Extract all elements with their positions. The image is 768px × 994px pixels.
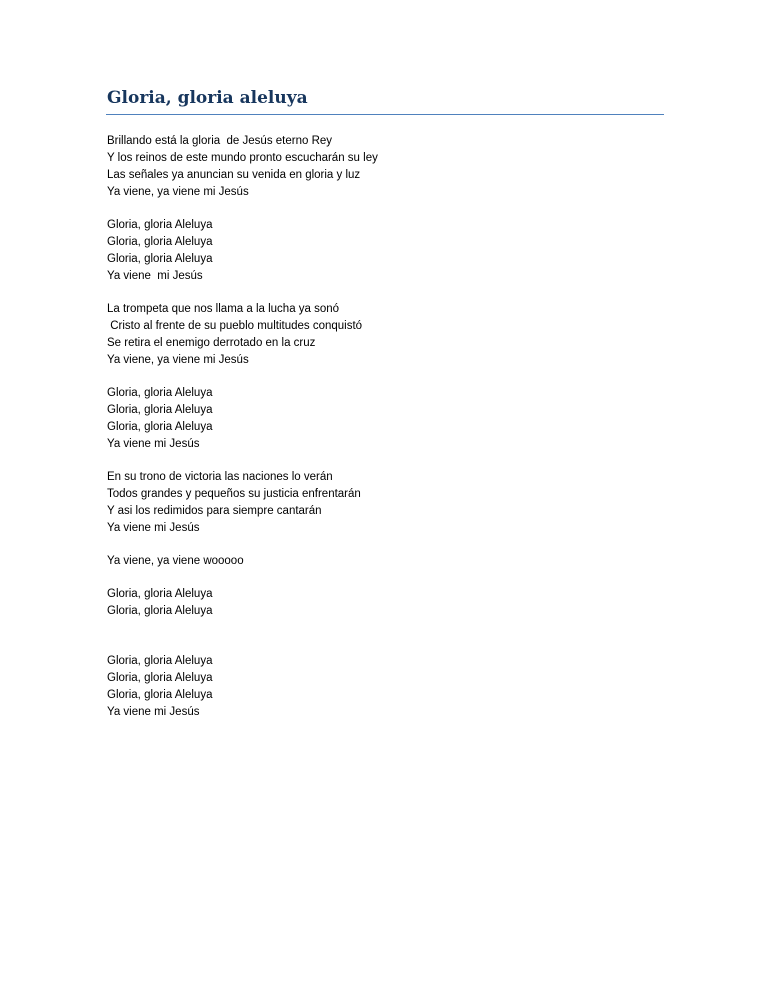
title-underline: [106, 114, 664, 115]
lyric-line: Ya viene, ya viene mi Jesús: [107, 186, 249, 198]
lyric-line: Todos grandes y pequeños su justicia enfrentarán: [107, 488, 361, 500]
lyric-line: Gloria, gloria Aleluya: [107, 387, 213, 399]
stanza-5: [107, 469, 647, 537]
lyric-line: Ya viene, ya viene mi Jesús: [107, 354, 249, 366]
lyric-line: Se retira el enemigo derrotado en la cruz: [107, 337, 316, 349]
stanza-3: [107, 301, 647, 369]
lyric-line: Gloria, gloria Aleluya: [107, 655, 213, 667]
lyric-line: Y los reinos de este mundo pronto escucharán su ley: [107, 152, 378, 164]
stanza-1: [107, 133, 647, 201]
lyric-line: Gloria, gloria Aleluya: [107, 236, 213, 248]
stanza-4: [107, 385, 647, 453]
lyric-line: Gloria, gloria Aleluya: [107, 588, 213, 600]
lyric-line: Brillando está la gloria de Jesús eterno Rey: [107, 135, 333, 147]
lyric-line: Gloria, gloria Aleluya: [107, 219, 213, 231]
lyric-line: Gloria, gloria Aleluya: [107, 404, 213, 416]
lyric-line: Y asi los redimidos para siempre cantarán: [107, 505, 322, 517]
lyric-line: Ya viene, ya viene wooooo: [107, 555, 244, 567]
stanza-2: [107, 217, 647, 285]
stanza-7: [107, 586, 647, 620]
lyric-line: Gloria, gloria Aleluya: [107, 605, 213, 617]
lyric-line: Gloria, gloria Aleluya: [107, 253, 213, 265]
lyric-line: Ya viene mi Jesús: [107, 270, 203, 282]
lyric-line: Ya viene mi Jesús: [107, 706, 200, 718]
stanza-6: [107, 553, 647, 570]
lyric-line: Ya viene mi Jesús: [107, 522, 200, 534]
lyric-line: Ya viene mi Jesús: [107, 438, 200, 450]
stanza-8: [107, 653, 647, 721]
lyric-line: Gloria, gloria Aleluya: [107, 689, 213, 701]
lyric-line: Cristo al frente de su pueblo multitudes conquistó: [107, 320, 363, 332]
lyric-line: Gloria, gloria Aleluya: [107, 421, 213, 433]
lyrics-body: [107, 133, 647, 721]
lyric-line: Las señales ya anuncian su venida en gloria y luz: [107, 169, 361, 181]
lyric-line: En su trono de victoria las naciones lo verán: [107, 471, 333, 483]
document-title: Gloria, gloria aleluya: [107, 88, 308, 108]
lyric-line: La trompeta que nos llama a la lucha ya sonó: [107, 303, 340, 315]
lyric-line: Gloria, gloria Aleluya: [107, 672, 213, 684]
